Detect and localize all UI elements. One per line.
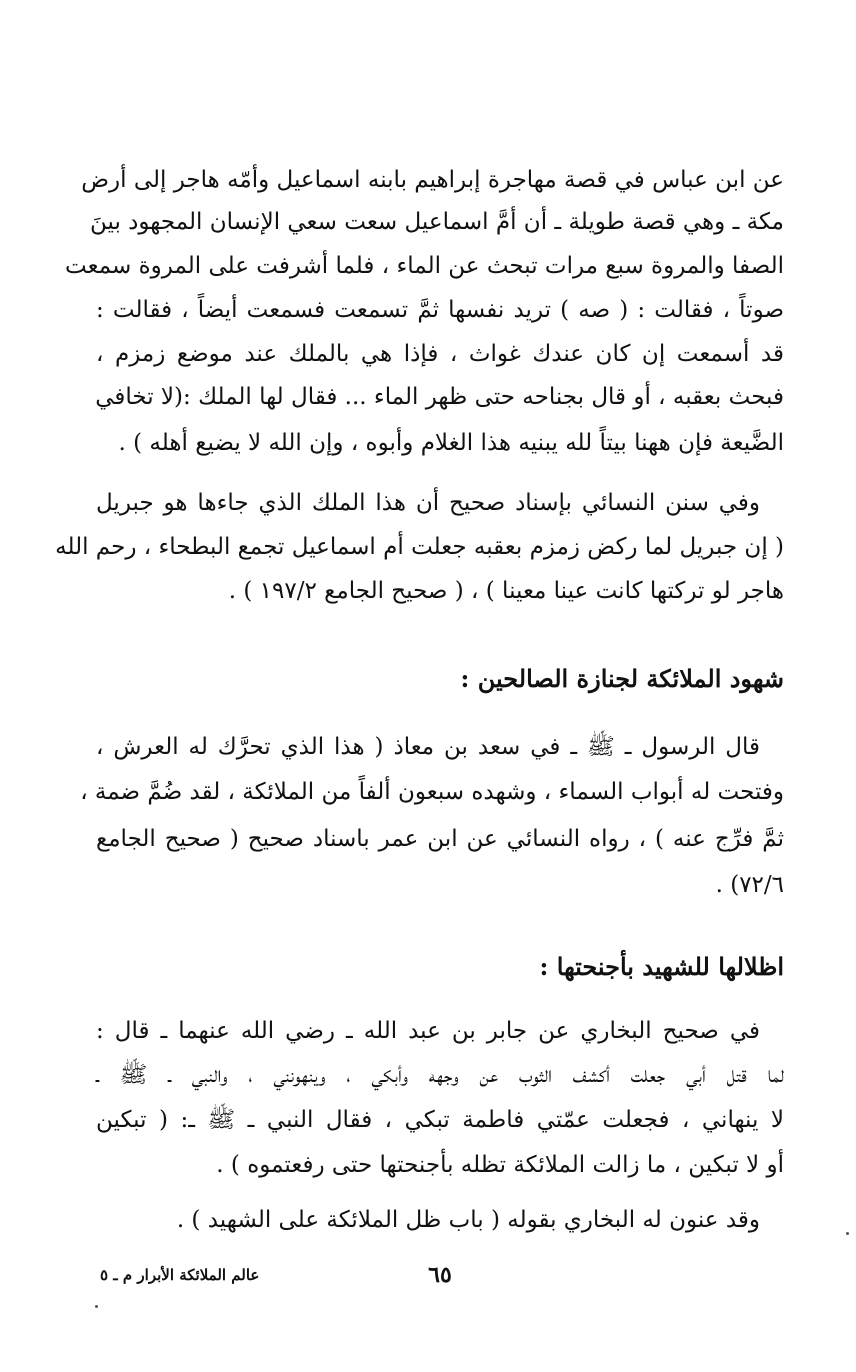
paragraph-3-line-4: ٧٢/٦) . bbox=[715, 872, 784, 898]
paragraph-1-line-2: مكة ـ وهي قصة طويلة ـ أن أمَّ اسماعيل سعت سعي الإنسان المجهود بينَ bbox=[90, 209, 784, 235]
paragraph-5-line-1: وقد عنون له البخاري بقوله ( باب ظل الملائكة على الشهيد ) . bbox=[176, 1207, 760, 1233]
paragraph-3-line-3: ثمَّ فرِّج عنه ) ، رواه النسائي عن ابن عمر باسناد صحيح ( صحيح الجامع bbox=[96, 826, 784, 852]
scan-speck bbox=[95, 1305, 98, 1308]
paragraph-3-line-1: قال الرسول ـ ﷺ ـ في سعد بن معاذ ( هذا الذي تحرَّك له العرش ، bbox=[96, 734, 760, 760]
paragraph-3-line-2: وفتحت له أبواب السماء ، وشهده سبعون ألفاً من الملائكة ، لقد ضُمَّ ضمة ، bbox=[80, 779, 784, 805]
scan-speck bbox=[846, 1232, 849, 1235]
footer-book-signature: عالم الملائكة الأبرار م ـ ٥ bbox=[100, 1266, 260, 1284]
paragraph-1-line-1: عن ابن عباس في قصة مهاجرة إبراهيم بابنه اسماعيل وأمّه هاجر إلى أرض bbox=[81, 167, 784, 193]
paragraph-4-line-3: لا ينهاني ، فجعلت عمّتي فاطمة تبكي ، فقال النبي ـ ﷺ ـ: ( تبكين bbox=[96, 1107, 784, 1133]
paragraph-1-line-6: فبحث بعقبه ، أو قال بجناحه حتى ظهر الماء ... فقال لها الملك :(لا تخافي bbox=[95, 384, 784, 410]
paragraph-1-line-4: صوتاً ، فقالت : ( صه ) تريد نفسها ثمَّ تسمعت فسمعت أيضاً ، فقالت : bbox=[96, 297, 784, 323]
paragraph-1-line-7: الضَّيعة فإن ههنا بيتاً لله يبنيه هذا الغلام وأبوه ، وإن الله لا يضيع أهله ) . bbox=[118, 430, 784, 456]
paragraph-4-line-4: أو لا تبكين ، ما زالت الملائكة تظله بأجنحتها حتى رفعتموه ) . bbox=[216, 1152, 784, 1178]
paragraph-2-line-1: وفي سنن النسائي بإسناد صحيح أن هذا الملك الذي جاءها هو جبريل bbox=[96, 490, 760, 516]
paragraph-1-line-5: قد أسمعت إن كان عندك غواث ، فإذا هي بالملك عند موضع زمزم ، bbox=[96, 341, 784, 367]
paragraph-4-line-1: في صحيح البخاري عن جابر بن عبد الله ـ رضي الله عنهما ـ قال : bbox=[96, 1018, 760, 1044]
section-heading-shading-martyr: اظلالها للشهيد بأجنحتها : bbox=[539, 952, 784, 981]
paragraph-4-line-2: لما قتل أبي جعلت أكشف الثوب عن وجهه وأبكي ، وينهونني ، والنبي ـ ﷺ ـ bbox=[96, 1062, 784, 1088]
section-heading-angels-witness-funeral: شهود الملائكة لجنازة الصالحين : bbox=[460, 664, 784, 693]
page-number: ٦٥ bbox=[428, 1262, 452, 1288]
paragraph-2-line-3: هاجر لو تركتها كانت عينا معينا ) ، ( صحيح الجامع ١٩٧/٢ ) . bbox=[228, 578, 784, 604]
paragraph-2-line-2: ( إن جبريل لما ركض زمزم بعقبه جعلت أم اسماعيل تجمع البطحاء ، رحم الله bbox=[55, 534, 784, 560]
paragraph-1-line-3: الصفا والمروة سبع مرات تبحث عن الماء ، فلما أشرفت على المروة سمعت bbox=[65, 253, 784, 279]
